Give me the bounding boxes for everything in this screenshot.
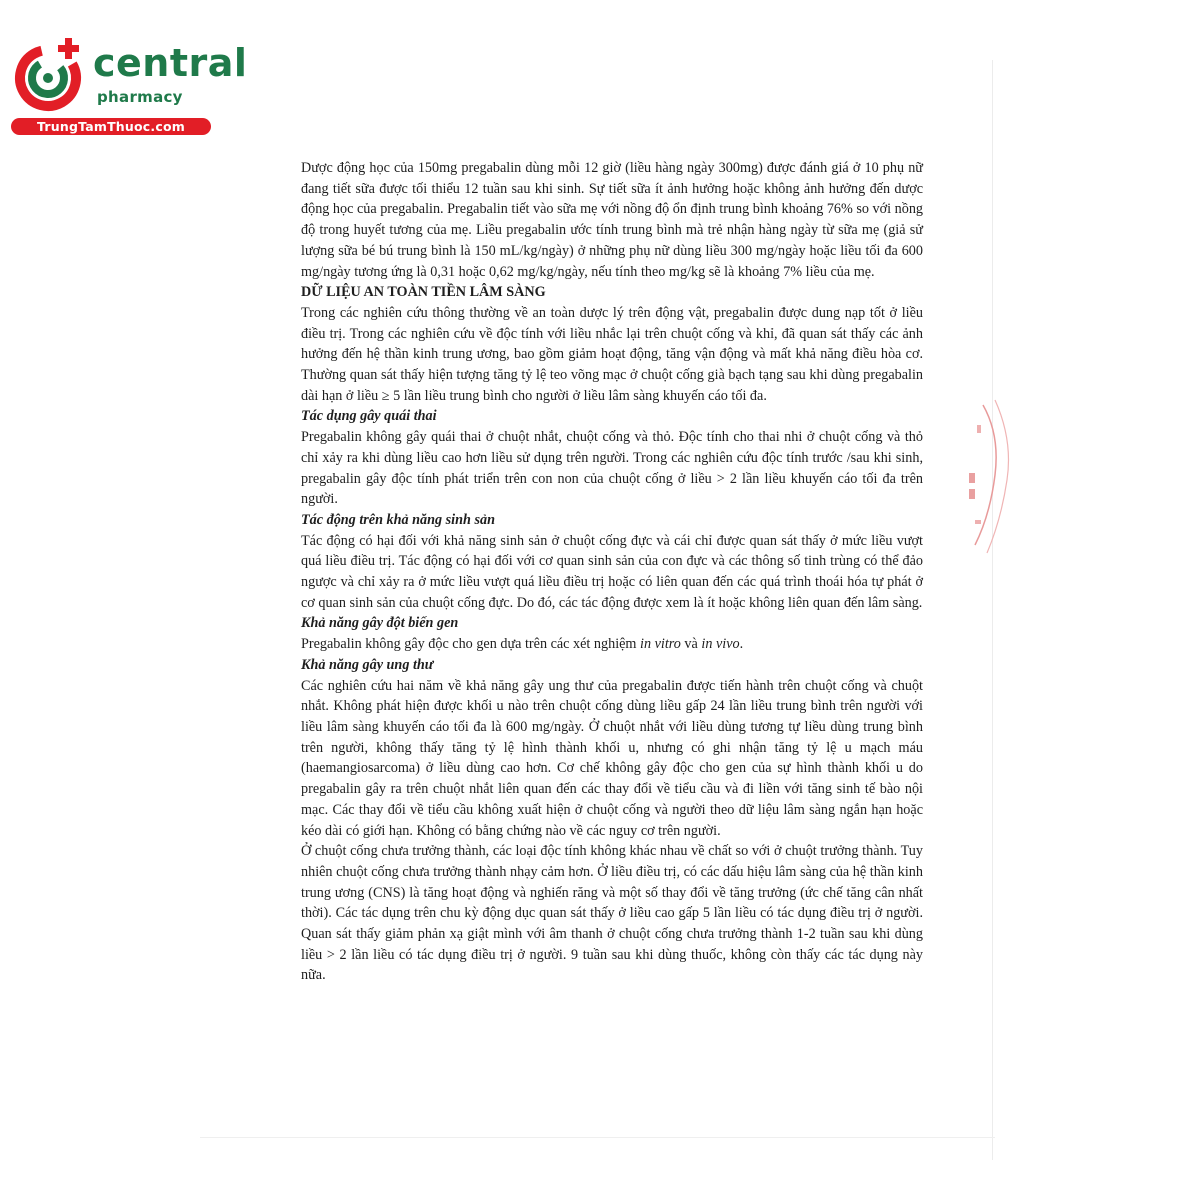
paragraph-lactation-pharmacokinetics: Dược động học của 150mg pregabalin dùng mỗi 12 giờ (liều hàng ngày 300mg) được đánh giá ở 10 phụ nữ đang tiết sữa được tối thiểu 12 tuần sau khi sinh. Sự tiết sữa ít ảnh hưởng hoặc không ảnh hưởng đến dược động học của pregabalin. Pregabalin tiết vào sữa mẹ với nồng độ ổn định trung bình khoảng 76% so với nồng độ trong huyết tương của mẹ. Liều pregabalin ước tính trung bình mà trẻ nhận hàng ngày từ sữa mẹ (giả sử lượng sữa bé bú trung bình là 150 mL/kg/ngày) ở những phụ nữ dùng liều 300 mg/ngày hoặc liều tối đa 600 mg/ngày tương ứng là 0,31 hoặc 0,62 mg/kg/ngày, nếu tính theo mg/kg sẽ là khoảng 7% liều của mẹ. [301, 160, 924, 280]
scan-page-edge-bottom [200, 1137, 995, 1138]
brand-site-link[interactable]: TrungTamThuoc.com [11, 118, 211, 135]
heading-mutagenicity: Khả năng gây đột biến gen [301, 615, 459, 632]
stamp-fragment-icon [955, 395, 1015, 555]
brand-logo[interactable] [10, 36, 248, 136]
heading-teratogenicity: Tác dụng gây quái thai [301, 408, 437, 425]
heading-fertility: Tác động trên khả năng sinh sản [301, 511, 495, 528]
paragraph-preclinical-safety: Trong các nghiên cứu thông thường về an toàn dược lý trên động vật, pregabalin được dung nạp tốt ở liều điều trị. Trong các nghiên cứu về độc tính với liều nhắc lại trên chuột cống và khỉ, đã quan sát thấy các ảnh hưởng đến hệ thần kinh trung ương, bao gồm giảm hoạt động, tăng vận động và mất khả năng điều hòa cơ. Thường quan sát thấy hiện tượng tăng tỷ lệ teo võng mạc ở chuột cống già bạch tạng sau khi dùng pregabalin dài hạn ở liều ≥ 5 lần liều trung bình cho người ở liều lâm sàng khuyến cáo tối đa. [301, 304, 923, 404]
paragraph-teratogenicity: Pregabalin không gây quái thai ở chuột nhắt, chuột cống và thỏ. Độc tính cho thai nhi ở chuột cống và thỏ chỉ xảy ra khi dùng liều cao hơn liều sử dụng trên người. Trong các nghiên cứu độc tính trước /sau khi sinh, pregabalin gây độc tính phát triển trên con non của chuột cống ở liều > 2 lần liều khuyến cáo tối đa trên người. [301, 429, 923, 508]
term-in-vivo: in vivo [701, 636, 740, 653]
mutagenicity-text-and: và [680, 636, 702, 653]
paragraph-juvenile-toxicity: Ở chuột cống chưa trưởng thành, các loại độc tính không khác nhau về chất so với ở chuột trưởng thành. Tuy nhiên chuột cống chưa trưởng thành nhạy cảm hơn. Ở liều điều trị, có các dấu hiệu lâm sàng của hệ thần kinh trung ương (CNS) là tăng hoạt động và nghiến răng và một số thay đổi về tăng trưởng (ức chế tăng cân nhất thời). Các tác dụng trên chu kỳ động dục quan sát thấy ở liều cao gấp 5 lần liều có tác dụng điều trị ở người. Quan sát thấy giảm phản xạ giật mình với âm thanh ở chuột cống chưa trưởng thành 1-2 tuần sau khi dùng liều > 2 lần liều có tác dụng điều trị ở người. 9 tuần sau khi dùng thuốc, không còn thấy các tác dụng này nữa. [301, 843, 923, 984]
paragraph-mutagenicity [301, 634, 923, 655]
mutagenicity-text-end: . [739, 636, 744, 653]
brand-name: central [93, 41, 248, 85]
heading-preclinical-safety: DỮ LIỆU AN TOÀN TIỀN LÂM SÀNG [301, 284, 546, 301]
paragraph-carcinogenicity: Các nghiên cứu hai năm về khả năng gây ung thư của pregabalin được tiến hành trên chuột cống và chuột nhắt. Không phát hiện được khối u nào trên chuột cống dùng liều gấp 24 lần liều trung bình trên người với liều lâm sàng khuyến cáo tối đa là 600 mg/ngày. Ở chuột nhắt với liều dùng tương tự liều dùng trung bình trên người, không thấy tăng tỷ lệ hình thành khối u, nhưng có ghi nhận tăng tỷ lệ u mạch máu (haemangiosarcoma) ở liều dùng cao hơn. Cơ chế không gây độc cho gen của sự hình thành khối u do pregabalin gây ra trên chuột nhắt liên quan đến các thay đổi về tiểu cầu và đi liền với tăng sinh tế bào nội mạc. Các thay đổi về tiểu cầu không xuất hiện ở chuột cống và người theo dữ liệu lâm sàng ngắn hạn hoặc kéo dài có giới hạn. Không có bằng chứng nào về các nguy cơ trên người. [301, 677, 923, 839]
central-pharmacy-logo-icon [10, 36, 90, 116]
scan-page-edge-right [992, 60, 993, 1160]
heading-carcinogenicity: Khả năng gây ung thư [301, 656, 434, 673]
document-body [301, 158, 923, 986]
mutagenicity-text-lead: Pregabalin không gây độc cho gen dựa trên các xét nghiệm [301, 636, 641, 653]
brand-subtitle: pharmacy [97, 88, 183, 106]
term-in-vitro: in vitro [640, 636, 681, 653]
paragraph-fertility: Tác động có hại đối với khả năng sinh sản ở chuột cống đực và cái chỉ được quan sát thấy ở mức liều vượt quá liều điều trị. Tác động có hại đối với cơ quan sinh sản của con đực và các thông số tinh trùng có thể đảo ngược và chỉ xảy ra ở mức liều vượt quá liều điều trị hoặc có liên quan đến các quá trình thoái hóa tự phát ở cơ quan sinh sản của chuột cống đực. Do đó, các tác động được xem là ít hoặc không liên quan đến lâm sàng. [301, 532, 923, 611]
